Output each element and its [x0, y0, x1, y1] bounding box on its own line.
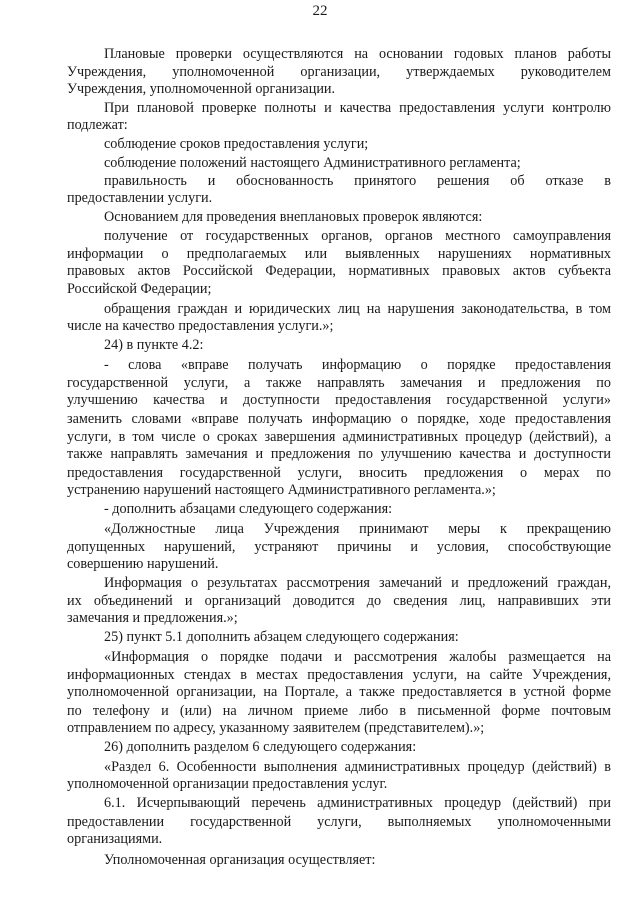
text-line: замечания и предложения.»;: [67, 610, 238, 626]
text-line: Плановые проверки осуществляются на основании годовых планов работы: [104, 46, 611, 62]
text-line: При плановой проверке полноты и качества предоставления услуги контролю: [104, 100, 611, 116]
text-line: услуги, в том числе о сроках завершения административных процедур (действий), а: [67, 429, 611, 445]
text-line: - слова «вправе получать информацию о порядке предоставления: [104, 357, 611, 373]
text-line: - дополнить абзацами следующего содержания:: [104, 501, 393, 517]
page-number: 22: [312, 3, 328, 19]
text-line: улучшению качества и доступности предоставления государственной услуги»: [67, 392, 611, 408]
text-line: их объединений и организаций доводится до сведения лиц, направивших эти: [67, 593, 611, 609]
text-line: Уполномоченная организация осуществляет:: [104, 852, 376, 868]
text-line: подлежат:: [67, 117, 128, 133]
text-line: предоставлении услуги.: [67, 190, 213, 206]
text-line: 26) дополнить разделом 6 следующего содержания:: [104, 739, 417, 755]
text-line: допущенных нарушений, устраняют причины и условия, способствующие: [67, 539, 611, 555]
text-line: 6.1. Исчерпывающий перечень административных процедур (действий) при: [104, 795, 611, 811]
text-line: правовых актов Российской Федерации, нормативных правовых актов субъекта: [67, 263, 611, 279]
text-line: также направлять замечания и предложения по улучшению качества и доступности: [67, 446, 611, 462]
text-line: получение от государственных органов, органов местного самоуправления: [104, 228, 611, 244]
text-line: Российской Федерации;: [67, 281, 212, 297]
text-line: уполномоченной организации, на Портале, а также предоставляется в устной форме: [67, 684, 611, 700]
text-line: соблюдение сроков предоставления услуги;: [104, 136, 369, 152]
text-line: «Информация о порядке подачи и рассмотрения жалобы размещается на: [104, 649, 611, 665]
text-line: государственной услуги, а также направлять замечания и предложения по: [67, 375, 611, 391]
text-line: соблюдение положений настоящего Административного регламента;: [104, 155, 521, 171]
text-line: заменить словами «вправе получать информацию о порядке, ходе предоставления: [67, 411, 611, 427]
text-line: устранению нарушений настоящего Административного регламента.»;: [67, 482, 496, 498]
text-line: «Раздел 6. Особенности выполнения административных процедур (действий) в: [104, 759, 611, 775]
text-line: уполномоченной организации предоставления услуг.: [67, 776, 388, 792]
text-line: «Должностные лица Учреждения принимают меры к прекращению: [104, 521, 611, 537]
text-line: правильность и обоснованность принятого решения об отказе в: [104, 173, 611, 189]
text-line: предоставления государственной услуги, вносить предложения о мерах по: [67, 465, 611, 481]
text-line: Учреждения, уполномоченной организации, утверждаемых руководителем: [67, 64, 611, 80]
text-line: совершению нарушений.: [67, 556, 219, 572]
text-line: числе на качество предоставления услуги.»;: [67, 318, 334, 334]
text-line: предоставлении государственной услуги, выполняемых уполномоченными: [67, 814, 611, 830]
text-line: информационных стендах в местах предоставления услуги, на сайте Учреждения,: [67, 667, 611, 683]
text-line: информации о предполагаемых или выявленных нарушениях нормативных: [67, 246, 611, 262]
text-line: Основанием для проведения внеплановых проверок являются:: [104, 209, 483, 225]
text-line: отправлением по адресу, указанному заявителем (представителем).»;: [67, 720, 485, 736]
text-line: 25) пункт 5.1 дополнить абзацем следующего содержания:: [104, 629, 459, 645]
text-line: Учреждения, уполномоченной организации.: [67, 81, 336, 97]
text-line: по телефону и (или) на личном приеме либо в письменной форме почтовым: [67, 703, 611, 719]
text-line: организациями.: [67, 831, 163, 847]
text-line: Информация о результатах рассмотрения замечаний и предложений граждан,: [104, 575, 611, 591]
text-line: 24) в пункте 4.2:: [104, 337, 204, 353]
text-line: обращения граждан и юридических лиц на нарушения законодательства, в том: [104, 301, 611, 317]
